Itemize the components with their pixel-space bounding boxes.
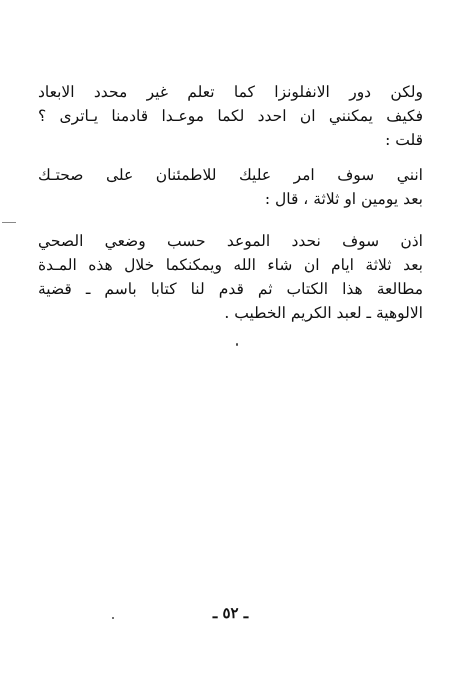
text-line: بعد يومين او ثلاثة ، قال : xyxy=(264,190,423,208)
page-number: ـ ٥٢ ـ xyxy=(212,604,249,622)
text-line: فكيف يمكنني ان احدد لكما موعـدا قادمنا يـاترى ؟ xyxy=(38,107,423,125)
paragraph-1 xyxy=(38,80,423,152)
text-line: الالوهية ـ لعبد الكريم الخطيب . xyxy=(224,304,423,322)
text-line: اذن سوف نحدد الموعد حسب وضعي الصحي xyxy=(38,232,423,250)
text-line: مطالعة هذا الكتاب ثم قدم لنا كتابا باسم ـ قضية xyxy=(38,280,423,298)
scan-edge-mark xyxy=(2,222,16,223)
text-line: قلت : xyxy=(385,131,423,149)
paragraph-2 xyxy=(38,163,423,211)
ink-speck xyxy=(236,343,238,346)
text-line: ولكن دور الانفلونزا كما تعلم غير محدد الابعاد xyxy=(38,83,423,101)
text-line: بعد ثلاثة ايام ان شاء الله ويمكنكما خلال هذه المـدة xyxy=(38,256,423,274)
paragraph-3 xyxy=(38,229,423,325)
text-line: انني سوف امر عليك للاطمئنان على صحتـك xyxy=(38,166,423,184)
